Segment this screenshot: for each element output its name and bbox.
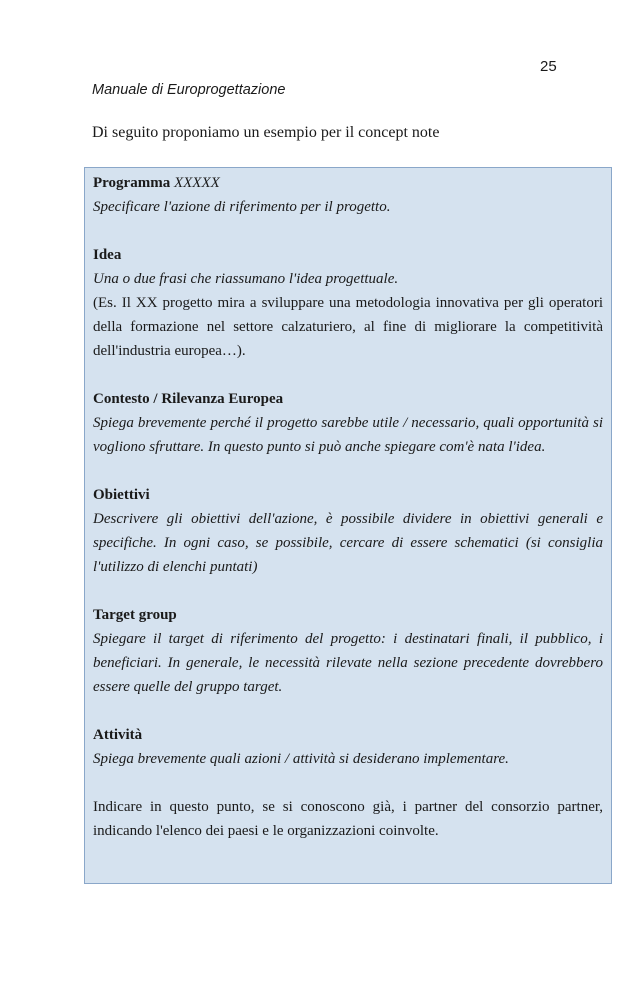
contesto-description: Spiega brevemente perché il progetto sarebbe utile / necessario, quali opportunità si vogliono sfruttare. In questo punto si può anche spiegare com'è nata l'idea. xyxy=(93,415,603,455)
section-obiettivi xyxy=(93,483,603,579)
idea-example: (Es. Il XX progetto mira a sviluppare una metodologia innovativa per gli operatori della formazione nel settore calzaturiero, al fine di migliorare la competitività dell'industria europea…). xyxy=(93,295,603,359)
partner-note: Indicare in questo punto, se si conoscono già, i partner del consorzio partner, indicando l'elenco dei paesi e le organizzazioni coinvolte. xyxy=(93,799,603,839)
programma-code: XXXXX xyxy=(173,175,220,191)
obiettivi-heading: Obiettivi xyxy=(93,487,150,503)
intro-text: Di seguito proponiamo un esempio per il concept note xyxy=(92,124,440,141)
programma-title: Programma xyxy=(93,175,171,191)
idea-heading: Idea xyxy=(93,247,122,263)
contesto-heading: Contesto / Rilevanza Europea xyxy=(93,391,284,407)
section-programma xyxy=(93,171,603,219)
running-header: Manuale di Europrogettazione xyxy=(92,82,286,98)
programma-heading xyxy=(93,171,603,195)
target-group-description: Spiegare il target di riferimento del progetto: i destinatari finali, il pubblico, i beneficiari. In generale, le necessità rilevate nella sezione precedente dovrebbero essere quelle del gruppo target. xyxy=(93,631,603,695)
programma-description: Specificare l'azione di riferimento per il progetto. xyxy=(93,199,391,215)
section-attivita xyxy=(93,723,603,771)
section-idea xyxy=(93,243,603,363)
section-contesto xyxy=(93,387,603,459)
section-target-group xyxy=(93,603,603,699)
page-number: 25 xyxy=(540,58,557,75)
concept-note-box xyxy=(84,167,612,884)
target-group-heading: Target group xyxy=(93,607,177,623)
section-partner xyxy=(93,795,603,843)
attivita-description: Spiega brevemente quali azioni / attività si desiderano implementare. xyxy=(93,751,509,767)
obiettivi-description: Descrivere gli obiettivi dell'azione, è possibile dividere in obiettivi generali e specifiche. In ogni caso, se possibile, cercare di essere schematici (si consiglia l'utilizzo di elenchi puntati) xyxy=(93,511,603,575)
idea-description: Una o due frasi che riassumano l'idea progettuale. xyxy=(93,271,399,287)
attivita-heading: Attività xyxy=(93,727,143,743)
